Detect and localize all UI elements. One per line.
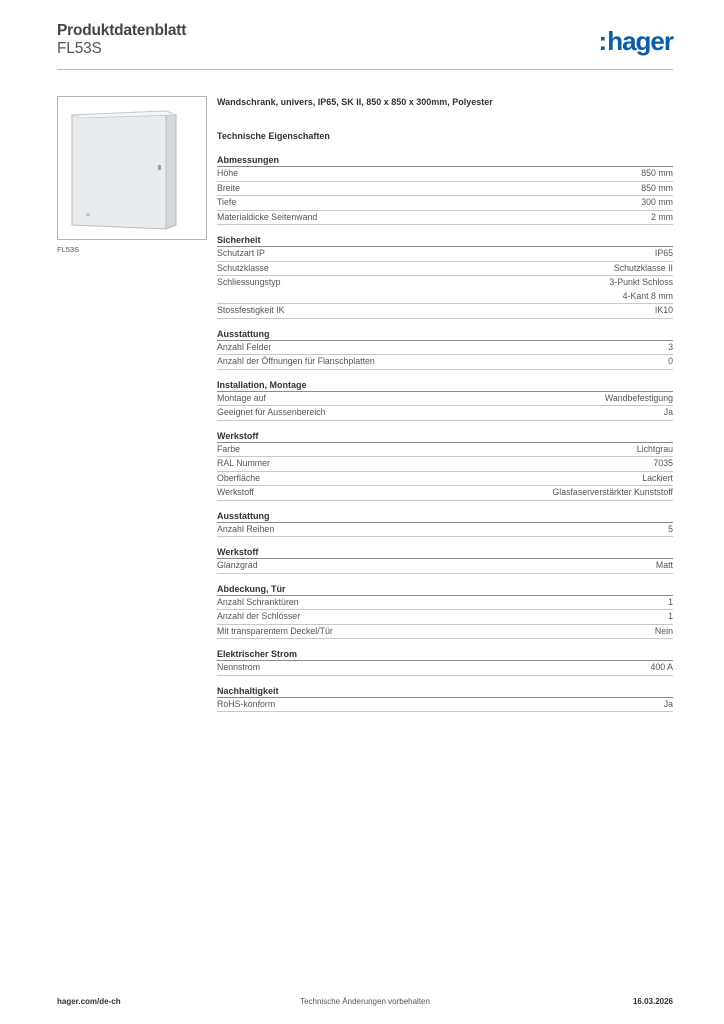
spec-row bbox=[217, 610, 673, 625]
spec-value-line: 4-Kant 8 mm bbox=[622, 290, 673, 301]
spec-label: Stossfestigkeit IK bbox=[217, 305, 285, 315]
spec-row bbox=[217, 247, 673, 262]
section-title: Abmessungen bbox=[217, 154, 673, 167]
spec-label: Materialdicke Seitenwand bbox=[217, 211, 318, 222]
spec-label: Anzahl der Schlösser bbox=[217, 611, 301, 621]
spec-section bbox=[217, 648, 673, 676]
footer-notice: Technische Änderungen vorbehalten bbox=[300, 997, 430, 1006]
spec-value-line: 1 bbox=[668, 596, 673, 607]
spec-label: Anzahl der Öffnungen für Flanschplatten bbox=[217, 356, 375, 366]
spec-value bbox=[642, 472, 673, 486]
spec-value bbox=[655, 625, 673, 639]
spec-row bbox=[217, 698, 673, 713]
spec-value bbox=[668, 610, 673, 624]
image-caption: FL53S bbox=[57, 245, 80, 254]
spec-value-line: 3-Punkt Schloss bbox=[609, 277, 673, 287]
spec-row bbox=[217, 196, 673, 211]
spec-row bbox=[217, 443, 673, 458]
spec-value bbox=[609, 276, 673, 303]
spec-value-line: 3 bbox=[668, 341, 673, 352]
spec-value-line: Lackiert bbox=[642, 472, 673, 483]
spec-section bbox=[217, 583, 673, 640]
section-title: Nachhaltigkeit bbox=[217, 685, 673, 698]
cabinet-illustration bbox=[66, 109, 178, 231]
spec-row bbox=[217, 457, 673, 472]
spec-value bbox=[641, 167, 673, 181]
spec-value-line: 1 bbox=[668, 611, 673, 621]
spec-value-line: 850 mm bbox=[641, 168, 673, 178]
spec-value bbox=[664, 406, 673, 420]
spec-row bbox=[217, 472, 673, 487]
spec-value bbox=[656, 559, 673, 573]
spec-value-line: 0 bbox=[668, 356, 673, 366]
spec-value-line: Ja bbox=[663, 698, 673, 709]
section-title: Abdeckung, Tür bbox=[217, 583, 673, 596]
footer-website: hager.com/de-ch bbox=[57, 997, 121, 1006]
spec-label: RAL Nummer bbox=[217, 458, 270, 468]
section-title: Installation, Montage bbox=[217, 379, 673, 392]
spec-label: Oberfläche bbox=[217, 472, 261, 483]
spec-value-line: Schutzklasse II bbox=[613, 262, 673, 273]
spec-section bbox=[217, 510, 673, 538]
spec-section bbox=[217, 430, 673, 501]
spec-value-line: Nein bbox=[654, 625, 673, 636]
spec-section bbox=[217, 379, 673, 421]
spec-section bbox=[217, 546, 673, 574]
spec-label: Nennstrom bbox=[217, 662, 261, 672]
spec-value bbox=[614, 262, 673, 276]
spec-label: Anzahl Schranktüren bbox=[217, 596, 299, 607]
spec-section bbox=[217, 234, 673, 319]
footer-date: 16.03.2026 bbox=[632, 997, 673, 1006]
spec-label: Schutzart IP bbox=[217, 248, 265, 258]
spec-value-line: IP65 bbox=[654, 248, 673, 258]
spec-value bbox=[552, 486, 673, 500]
spec-row bbox=[217, 262, 673, 277]
spec-row bbox=[217, 182, 673, 197]
spec-value bbox=[655, 247, 673, 261]
spec-row bbox=[217, 355, 673, 370]
spec-value bbox=[650, 661, 673, 675]
spec-value-line: IK10 bbox=[654, 305, 673, 315]
spec-label: Geeignet für Aussenbereich bbox=[217, 407, 326, 417]
spec-row bbox=[217, 304, 673, 319]
spec-value-line: 2 mm bbox=[651, 211, 673, 222]
spec-section bbox=[217, 685, 673, 713]
spec-row bbox=[217, 625, 673, 640]
spec-row bbox=[217, 167, 673, 182]
section-title: Elektrischer Strom bbox=[217, 648, 673, 661]
spec-value-line: Wandbefestigung bbox=[604, 392, 673, 403]
spec-row bbox=[217, 559, 673, 574]
spec-label: Schliessungstyp bbox=[217, 277, 281, 287]
page-header bbox=[57, 22, 673, 70]
spec-value bbox=[664, 698, 673, 712]
spec-label: Glanzgrad bbox=[217, 560, 258, 570]
spec-section bbox=[217, 328, 673, 370]
page-title: Produktdatenblatt bbox=[57, 22, 187, 39]
spec-value bbox=[653, 457, 673, 471]
logo-colon: : bbox=[598, 26, 607, 56]
spec-value bbox=[668, 523, 673, 537]
spec-value-line: Matt bbox=[655, 560, 673, 570]
section-title: Ausstattung bbox=[217, 510, 673, 523]
spec-value bbox=[651, 211, 673, 225]
product-description: Wandschrank, univers, IP65, SK II, 850 x 850 x 300mm, Polyester bbox=[217, 97, 493, 107]
product-image bbox=[57, 96, 207, 240]
spec-value-line: Ja bbox=[663, 407, 673, 417]
spec-value-line: 400 A bbox=[650, 662, 673, 672]
section-title: Sicherheit bbox=[217, 234, 673, 247]
spec-row bbox=[217, 596, 673, 611]
spec-label: Anzahl Reihen bbox=[217, 523, 275, 534]
spec-label: Tiefe bbox=[217, 197, 237, 207]
spec-row bbox=[217, 341, 673, 356]
hager-logo bbox=[599, 26, 673, 57]
spec-row bbox=[217, 392, 673, 407]
spec-value-line: Lichtgrau bbox=[636, 443, 673, 454]
spec-value bbox=[605, 392, 673, 406]
section-title: Werkstoff bbox=[217, 430, 673, 443]
technical-properties-heading: Technische Eigenschaften bbox=[217, 131, 330, 141]
product-code: FL53S bbox=[57, 40, 102, 57]
spec-row bbox=[217, 661, 673, 676]
spec-row bbox=[217, 211, 673, 226]
spec-sections bbox=[217, 154, 673, 712]
spec-label: Mit transparentem Deckel/Tür bbox=[217, 625, 333, 636]
spec-value bbox=[641, 196, 673, 210]
logo-text: hager bbox=[607, 26, 673, 56]
spec-value bbox=[668, 341, 673, 355]
spec-value bbox=[655, 304, 673, 318]
spec-value-line: 5 bbox=[668, 523, 673, 534]
spec-label: Montage auf bbox=[217, 392, 266, 403]
spec-label: Breite bbox=[217, 182, 240, 193]
spec-value bbox=[637, 443, 673, 457]
spec-value-line: 7035 bbox=[653, 458, 673, 468]
spec-content bbox=[217, 96, 673, 721]
spec-label: Werkstoff bbox=[217, 487, 254, 497]
spec-value bbox=[668, 355, 673, 369]
section-title: Ausstattung bbox=[217, 328, 673, 341]
spec-section bbox=[217, 154, 673, 225]
spec-value bbox=[641, 182, 673, 196]
spec-row bbox=[217, 276, 673, 304]
spec-row bbox=[217, 486, 673, 501]
spec-value-line: Glasfaserverstärkter Kunststoff bbox=[552, 487, 673, 497]
spec-value-line: 300 mm bbox=[641, 197, 673, 207]
spec-row bbox=[217, 523, 673, 538]
spec-row bbox=[217, 406, 673, 421]
spec-value-line: 850 mm bbox=[641, 182, 673, 193]
spec-label: Schutzklasse bbox=[217, 262, 269, 273]
section-title: Werkstoff bbox=[217, 546, 673, 559]
spec-label: Höhe bbox=[217, 168, 239, 178]
spec-label: Farbe bbox=[217, 443, 240, 454]
spec-value bbox=[668, 596, 673, 610]
spec-label: RoHS-konform bbox=[217, 698, 276, 709]
spec-label: Anzahl Felder bbox=[217, 341, 272, 352]
